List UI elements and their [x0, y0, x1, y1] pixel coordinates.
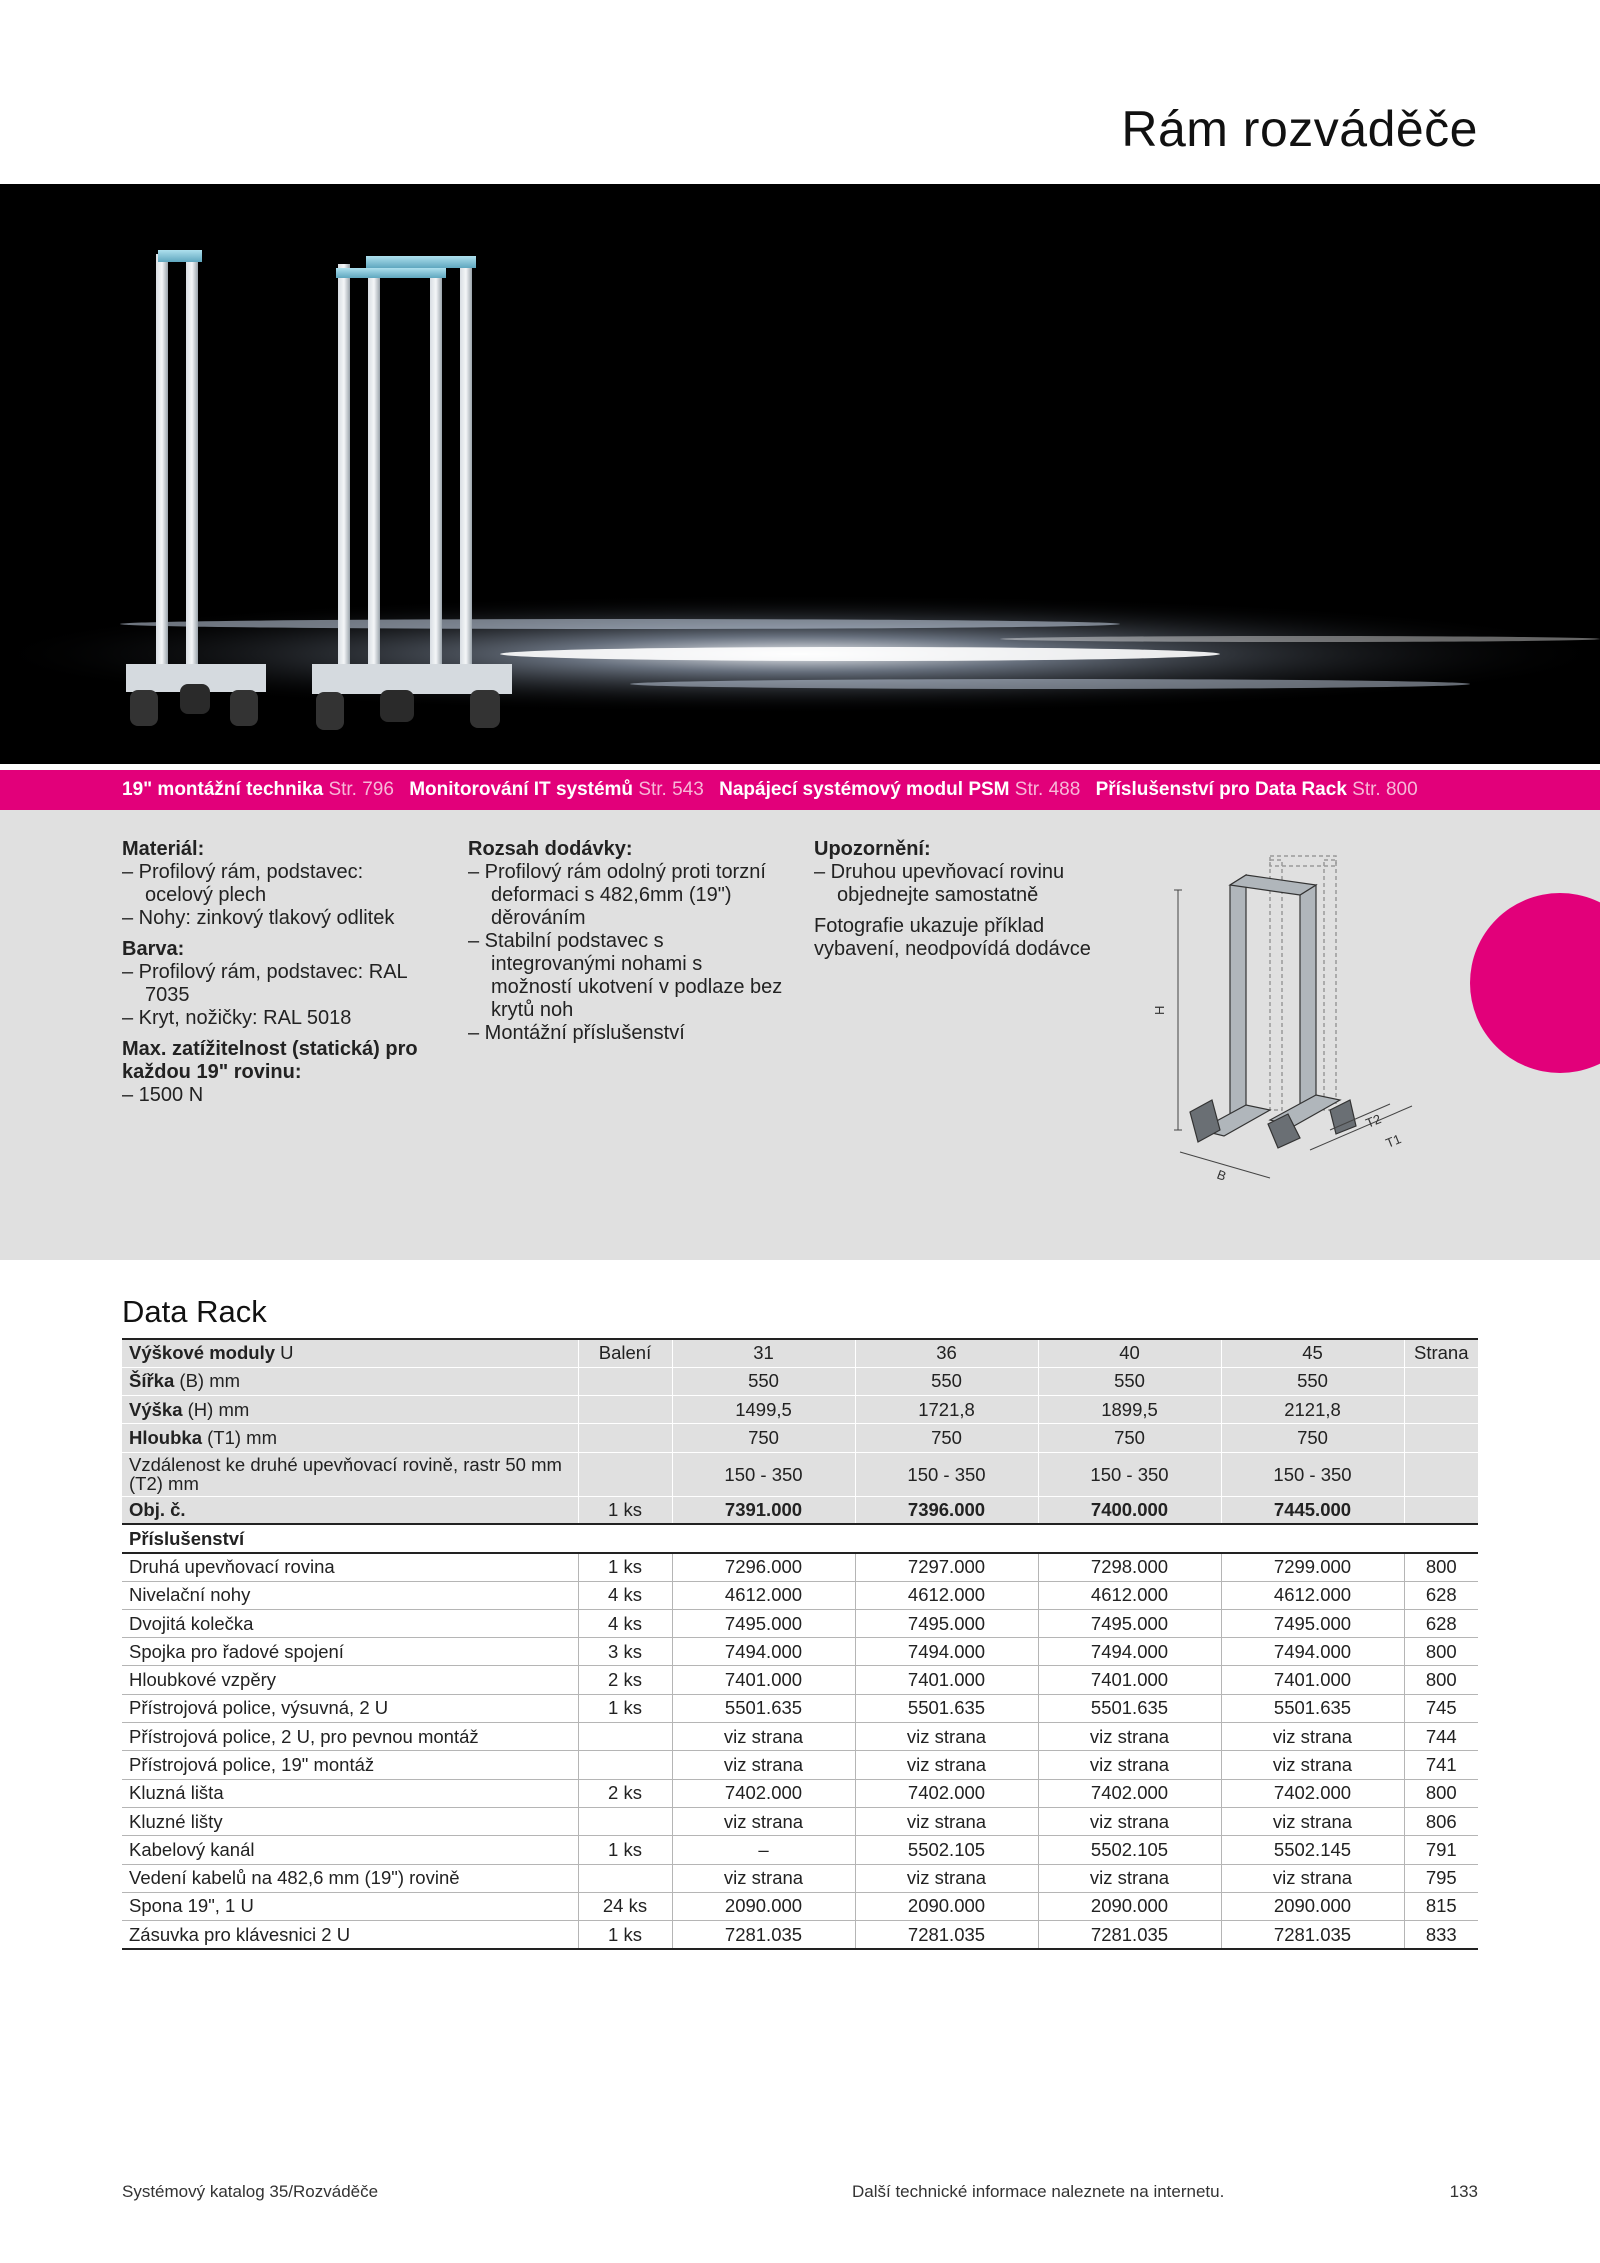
accessory-name: Přístrojová police, 2 U, pro pevnou montáž — [122, 1723, 578, 1751]
page-ref-cell: 815 — [1404, 1892, 1478, 1920]
accessory-name: Přístrojová police, 19" montáž — [122, 1751, 578, 1779]
order-number-cell: 7402.000 — [672, 1779, 855, 1807]
footer-catalog: Systémový katalog 35/Rozváděče — [122, 2182, 379, 2201]
accessory-name: Spojka pro řadové spojení — [122, 1638, 578, 1666]
spec-column-note — [814, 838, 1114, 961]
drawing-label-h: H — [1152, 1005, 1167, 1015]
value-cell: 550 — [1038, 1367, 1221, 1395]
order-number-cell: viz strana — [1038, 1723, 1221, 1751]
accessories-heading: Příslušenství — [122, 1524, 1478, 1552]
link-it-monitoring-page[interactable]: Str. 543 — [638, 779, 704, 800]
order-number-cell: 4612.000 — [855, 1581, 1038, 1609]
order-number-cell: 5501.635 — [855, 1694, 1038, 1722]
order-number-cell: 7402.000 — [855, 1779, 1038, 1807]
pack-cell — [578, 1723, 672, 1751]
load-heading: Max. zatížitelnost (statická) pro každou 19" rovinu: — [122, 1038, 418, 1083]
height-units-cell: 40 — [1038, 1339, 1221, 1367]
order-number-cell: 7495.000 — [1038, 1609, 1221, 1637]
table-row — [122, 1581, 1478, 1609]
accessory-name: Dvojitá kolečka — [122, 1609, 578, 1637]
accessory-name: Hloubkové vzpěry — [122, 1666, 578, 1694]
order-number-cell: 2090.000 — [1221, 1892, 1404, 1920]
scope-item: – Stabilní podstavec s integrovanými nohami s možností ukotvení v podlaze bez krytů noh — [468, 930, 783, 1021]
order-number-cell: 7296.000 — [672, 1553, 855, 1581]
table-row — [122, 1666, 1478, 1694]
footer-info: Další technické informace naleznete na internetu. — [852, 2182, 1225, 2201]
value-cell: 550 — [1221, 1367, 1404, 1395]
order-number-cell: 4612.000 — [1221, 1581, 1404, 1609]
order-number-cell: 7401.000 — [1221, 1666, 1404, 1694]
order-number-cell: 7494.000 — [1221, 1638, 1404, 1666]
order-number-cell: 7494.000 — [1038, 1638, 1221, 1666]
material-item: – Profilový rám, podstavec: ocelový plech — [122, 861, 364, 906]
order-number-cell: 5502.105 — [1038, 1836, 1221, 1864]
row-label: Šířka (B) mm — [122, 1367, 578, 1395]
order-number-cell: 4612.000 — [1038, 1581, 1221, 1609]
page-header: Strana — [1404, 1339, 1478, 1367]
value-cell: 2121,8 — [1221, 1396, 1404, 1424]
order-number-cell: 2090.000 — [672, 1892, 855, 1920]
order-number-cell: 5502.145 — [1221, 1836, 1404, 1864]
drawing-label-b: B — [1214, 1166, 1229, 1184]
order-number-cell: 7401.000 — [672, 1666, 855, 1694]
page-ref-cell: 745 — [1404, 1694, 1478, 1722]
value-cell: 1499,5 — [672, 1396, 855, 1424]
pack-cell: 3 ks — [578, 1638, 672, 1666]
order-number-cell: viz strana — [855, 1723, 1038, 1751]
accessories-heading-row — [122, 1524, 1478, 1552]
link-data-rack-accessories[interactable]: Příslušenství pro Data Rack — [1095, 779, 1347, 800]
pack-header: Balení — [578, 1339, 672, 1367]
order-number-cell: viz strana — [1038, 1807, 1221, 1835]
drawing-label-t1: T1 — [1383, 1131, 1404, 1151]
page-title: Rám rozváděče — [1121, 101, 1478, 157]
table-row — [122, 1779, 1478, 1807]
page-ref-cell: 806 — [1404, 1807, 1478, 1835]
table-row — [122, 1723, 1478, 1751]
order-number-cell: 7445.000 — [1221, 1496, 1404, 1524]
page-ref-cell: 744 — [1404, 1723, 1478, 1751]
table-row — [122, 1609, 1478, 1637]
drawing-label-t2: T2 — [1363, 1111, 1384, 1131]
color-item: – Profilový rám, podstavec: RAL 7035 — [122, 961, 407, 1006]
value-cell: 750 — [855, 1424, 1038, 1452]
page-ref-cell: 628 — [1404, 1581, 1478, 1609]
pack-cell: 24 ks — [578, 1892, 672, 1920]
accent-circle — [1470, 893, 1600, 1073]
pack-cell: 1 ks — [578, 1921, 672, 1949]
link-19-mounting-page[interactable]: Str. 796 — [328, 779, 394, 800]
order-number-cell: viz strana — [1221, 1723, 1404, 1751]
order-number-cell: viz strana — [672, 1751, 855, 1779]
order-number-cell: 7402.000 — [1221, 1779, 1404, 1807]
table-row — [122, 1836, 1478, 1864]
page-ref-cell: 628 — [1404, 1609, 1478, 1637]
order-number-cell: viz strana — [1038, 1751, 1221, 1779]
row-label: Hloubka (T1) mm — [122, 1424, 578, 1452]
row-label: Vzdálenost ke druhé upevňovací rovině, rastr 50 mm (T2) mm — [122, 1452, 578, 1496]
page-ref-cell: 800 — [1404, 1779, 1478, 1807]
scope-item: – Profilový rám odolný proti torzní deformaci s 482,6mm (19") děrováním — [468, 861, 766, 929]
table-row — [122, 1807, 1478, 1835]
order-number-cell: 7495.000 — [855, 1609, 1038, 1637]
accessory-name: Kluzná lišta — [122, 1779, 578, 1807]
page-ref-cell: 791 — [1404, 1836, 1478, 1864]
link-psm[interactable]: Napájecí systémový modul PSM — [719, 779, 1010, 800]
accessory-name: Spona 19", 1 U — [122, 1892, 578, 1920]
page-ref-cell: 800 — [1404, 1666, 1478, 1694]
table-row — [122, 1553, 1478, 1581]
order-number-cell: 7402.000 — [1038, 1779, 1221, 1807]
spec-column-scope — [468, 838, 788, 1045]
link-19-mounting[interactable]: 19" montážní technika — [122, 779, 324, 800]
order-number-cell: 7495.000 — [1221, 1609, 1404, 1637]
link-psm-page[interactable]: Str. 488 — [1014, 779, 1081, 800]
section-title: Data Rack — [122, 1294, 267, 1329]
table-row-order-number — [122, 1496, 1478, 1524]
note-heading: Upozornění: — [814, 838, 931, 860]
pack-cell: 2 ks — [578, 1779, 672, 1807]
link-data-rack-accessories-page[interactable]: Str. 800 — [1352, 779, 1418, 800]
order-number-cell: 4612.000 — [672, 1581, 855, 1609]
order-number-cell: viz strana — [1221, 1807, 1404, 1835]
page-ref-cell: 800 — [1404, 1638, 1478, 1666]
order-number-cell: viz strana — [672, 1807, 855, 1835]
accessory-name: Nivelační nohy — [122, 1581, 578, 1609]
order-number-cell: 7391.000 — [672, 1496, 855, 1524]
order-number-cell: 5501.635 — [672, 1694, 855, 1722]
value-cell: 550 — [855, 1367, 1038, 1395]
pack-cell: 4 ks — [578, 1609, 672, 1637]
order-number-cell: viz strana — [1038, 1864, 1221, 1892]
table-header-row — [122, 1339, 1478, 1367]
value-cell: 750 — [672, 1424, 855, 1452]
pack-cell: 4 ks — [578, 1581, 672, 1609]
page-number: 133 — [1449, 2182, 1478, 2201]
order-number-cell: 2090.000 — [1038, 1892, 1221, 1920]
accessory-name: Kabelový kanál — [122, 1836, 578, 1864]
page-ref-cell: 741 — [1404, 1751, 1478, 1779]
accessory-name: Kluzné lišty — [122, 1807, 578, 1835]
order-number-cell: 5502.105 — [855, 1836, 1038, 1864]
material-heading: Materiál: — [122, 838, 205, 860]
material-item: – Nohy: zinkový tlakový odlitek — [122, 907, 395, 929]
page-ref-cell: 800 — [1404, 1553, 1478, 1581]
order-number-cell: 7401.000 — [1038, 1666, 1221, 1694]
order-number-cell: 7281.035 — [855, 1921, 1038, 1949]
height-units-cell: 45 — [1221, 1339, 1404, 1367]
value-cell: 1721,8 — [855, 1396, 1038, 1424]
value-cell: 750 — [1221, 1424, 1404, 1452]
order-number-cell: 7297.000 — [855, 1553, 1038, 1581]
value-cell: 150 - 350 — [672, 1452, 855, 1496]
table-row — [122, 1921, 1478, 1949]
value-cell: 150 - 350 — [1221, 1452, 1404, 1496]
pack-cell: 1 ks — [578, 1496, 672, 1524]
table-row — [122, 1751, 1478, 1779]
pack-cell — [578, 1864, 672, 1892]
pack-cell: 2 ks — [578, 1666, 672, 1694]
page-ref-cell: 795 — [1404, 1864, 1478, 1892]
order-number-cell: 7494.000 — [672, 1638, 855, 1666]
pack-cell: 1 ks — [578, 1836, 672, 1864]
order-number-cell: 7281.035 — [1221, 1921, 1404, 1949]
table-row — [122, 1694, 1478, 1722]
load-item: – 1500 N — [122, 1084, 204, 1106]
table-row — [122, 1638, 1478, 1666]
table-row-height — [122, 1396, 1478, 1424]
order-number-cell: 7400.000 — [1038, 1496, 1221, 1524]
order-number-cell: 5501.635 — [1221, 1694, 1404, 1722]
table-row — [122, 1892, 1478, 1920]
value-cell: 150 - 350 — [1038, 1452, 1221, 1496]
accessory-name: Druhá upevňovací rovina — [122, 1553, 578, 1581]
value-cell: 750 — [1038, 1424, 1221, 1452]
row-label: Výškové moduly U — [122, 1339, 578, 1367]
order-number-cell: 7281.035 — [672, 1921, 855, 1949]
value-cell: 550 — [672, 1367, 855, 1395]
value-cell: 150 - 350 — [855, 1452, 1038, 1496]
height-units-cell: 36 — [855, 1339, 1038, 1367]
order-number-cell: 7495.000 — [672, 1609, 855, 1637]
note-item: – Druhou upevňovací rovinu objednejte samostatně — [814, 861, 1065, 906]
dimension-drawing — [1150, 830, 1440, 1190]
accessory-name: Přístrojová police, výsuvná, 2 U — [122, 1694, 578, 1722]
table-row-depth — [122, 1424, 1478, 1452]
scope-heading: Rozsah dodávky: — [468, 838, 633, 860]
accessory-name: Zásuvka pro klávesnici 2 U — [122, 1921, 578, 1949]
table-row-width — [122, 1367, 1478, 1395]
pack-cell — [578, 1751, 672, 1779]
data-rack-table — [122, 1338, 1478, 1950]
order-number-cell: 5501.635 — [1038, 1694, 1221, 1722]
order-number-cell: 7299.000 — [1221, 1553, 1404, 1581]
order-number-cell: viz strana — [855, 1807, 1038, 1835]
order-number-cell: viz strana — [672, 1864, 855, 1892]
spec-panel — [0, 810, 1600, 1260]
scope-item: – Montážní příslušenství — [468, 1022, 685, 1044]
product-photo — [0, 184, 1600, 764]
order-number-cell: 7281.035 — [1038, 1921, 1221, 1949]
table-row-distance — [122, 1452, 1478, 1496]
color-heading: Barva: — [122, 938, 185, 960]
order-number-cell: – — [672, 1836, 855, 1864]
related-links-bar — [0, 770, 1600, 810]
order-number-cell: viz strana — [1221, 1864, 1404, 1892]
note-text: Fotografie ukazuje příklad vybavení, neodpovídá dodávce — [814, 915, 1091, 960]
page-ref-cell: 833 — [1404, 1921, 1478, 1949]
order-number-cell: 2090.000 — [855, 1892, 1038, 1920]
table-row — [122, 1864, 1478, 1892]
color-item: – Kryt, nožičky: RAL 5018 — [122, 1007, 352, 1029]
height-units-cell: 31 — [672, 1339, 855, 1367]
spec-column-material — [122, 838, 422, 1107]
link-it-monitoring[interactable]: Monitorování IT systémů — [409, 779, 634, 800]
order-number-cell: viz strana — [855, 1864, 1038, 1892]
order-number-cell: 7494.000 — [855, 1638, 1038, 1666]
order-number-cell: viz strana — [672, 1723, 855, 1751]
order-number-cell: 7396.000 — [855, 1496, 1038, 1524]
pack-cell: 1 ks — [578, 1694, 672, 1722]
order-number-cell: viz strana — [855, 1751, 1038, 1779]
order-number-cell: viz strana — [1221, 1751, 1404, 1779]
row-label: Obj. č. — [122, 1496, 578, 1524]
row-label: Výška (H) mm — [122, 1396, 578, 1424]
pack-cell: 1 ks — [578, 1553, 672, 1581]
order-number-cell: 7298.000 — [1038, 1553, 1221, 1581]
pack-cell — [578, 1807, 672, 1835]
value-cell: 1899,5 — [1038, 1396, 1221, 1424]
order-number-cell: 7401.000 — [855, 1666, 1038, 1694]
accessory-name: Vedení kabelů na 482,6 mm (19") rovině — [122, 1864, 578, 1892]
